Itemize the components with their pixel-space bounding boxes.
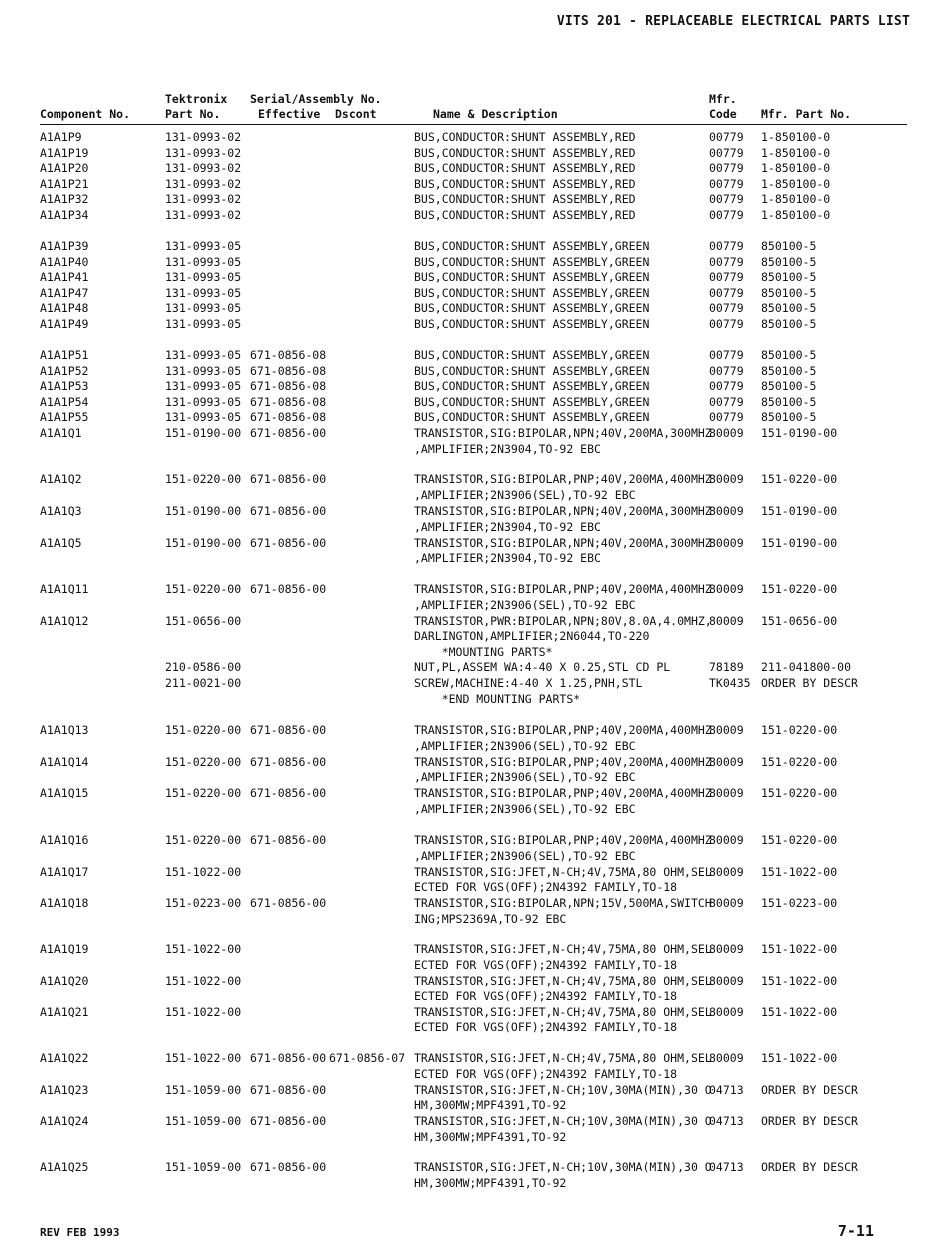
page-header-title: VITS 201 - REPLACEABLE ELECTRICAL PARTS LIST	[556, 14, 910, 29]
serial-effective: 671-0856-00	[250, 504, 327, 518]
col-component: Component No.	[40, 107, 131, 121]
component-no: A1A1P52	[40, 363, 89, 378]
serial-effective: 671-0856-00	[250, 535, 327, 550]
mfr-part-no: 1-850100-0	[761, 161, 831, 176]
component-no: A1A1Q25	[40, 1160, 89, 1174]
mfr-code: 00779	[709, 208, 744, 222]
tektronix-part-no: 151-1022-00	[165, 942, 242, 956]
component-no: A1A1Q14	[40, 754, 89, 769]
mfr-part-no: 850100-5	[761, 363, 817, 378]
name-description: TRANSISTOR,SIG:BIPOLAR,PNP;40V,200MA,400MHZ ,AMPLIFIER;2N3906(SEL),TO-92 EBC	[414, 723, 712, 753]
tektronix-part-no: 131-0993-05	[165, 348, 242, 362]
component-no: A1A1P32	[40, 192, 89, 207]
tektronix-part-no: 131-0993-02	[165, 161, 242, 176]
name-description: BUS,CONDUCTOR:SHUNT ASSEMBLY,GREEN	[414, 301, 650, 316]
mfr-part-no: 1-850100-0	[761, 145, 831, 160]
serial-effective: 671-0856-08	[250, 410, 327, 425]
name-description: TRANSISTOR,SIG:JFET,N-CH;4V,75MA,80 OHM,SEL ECTED FOR VGS(OFF);2N4392 FAMILY,TO-18	[414, 973, 712, 1004]
mfr-part-no: 151-0656-00	[761, 613, 838, 628]
tektronix-part-no: 131-0993-05	[165, 254, 242, 269]
tektronix-part-no: 151-0190-00	[165, 426, 242, 440]
name-description: TRANSISTOR,SIG:JFET,N-CH;4V,75MA,80 OHM,SEL ECTED FOR VGS(OFF);2N4392 FAMILY,TO-18	[414, 864, 712, 895]
mfr-part-no: 850100-5	[761, 270, 817, 285]
mfr-code: 00779	[709, 192, 744, 207]
component-no: A1A1Q21	[40, 1004, 89, 1019]
mfr-code: 80009	[709, 613, 744, 628]
component-no: A1A1Q13	[40, 723, 89, 737]
name-description: TRANSISTOR,SIG:BIPOLAR,NPN;15V,500MA,SWITCH ING;MPS2369A,TO-92 EBC	[414, 896, 712, 926]
mfr-code: 00779	[709, 176, 744, 191]
name-description: TRANSISTOR,SIG:JFET,N-CH;10V,30MA(MIN),30 O HM,300MW;MPF4391,TO-92	[414, 1114, 712, 1144]
serial-effective: 671-0856-00	[250, 1082, 327, 1097]
mfr-code: 04713	[709, 1114, 744, 1128]
component-no: A1A1Q16	[40, 833, 89, 847]
column-headers	[0, 92, 950, 124]
name-description: BUS,CONDUCTOR:SHUNT ASSEMBLY,GREEN	[414, 317, 650, 331]
mfr-part-no: ORDER BY DESCR	[761, 1082, 858, 1097]
name-description: BUS,CONDUCTOR:SHUNT ASSEMBLY,GREEN	[414, 410, 650, 425]
tektronix-part-no: 151-0220-00	[165, 723, 242, 737]
mfr-code: 00779	[709, 285, 744, 300]
name-description: TRANSISTOR,SIG:BIPOLAR,NPN;40V,200MA,300MHZ ,AMPLIFIER;2N3904,TO-92 EBC	[414, 426, 712, 456]
name-description: BUS,CONDUCTOR:SHUNT ASSEMBLY,GREEN	[414, 394, 650, 409]
mfr-code: 80009	[709, 754, 744, 769]
mfr-part-no: ORDER BY DESCR	[761, 676, 858, 690]
mfr-code: 80009	[709, 472, 744, 486]
component-no: A1A1Q5	[40, 535, 82, 550]
tektronix-part-no: 131-0993-05	[165, 285, 242, 300]
name-description: BUS,CONDUCTOR:SHUNT ASSEMBLY,GREEN	[414, 379, 650, 394]
name-description: TRANSISTOR,SIG:JFET,N-CH;10V,30MA(MIN),30 O HM,300MW;MPF4391,TO-92	[414, 1082, 712, 1113]
tektronix-part-no: 151-0656-00	[165, 613, 242, 628]
mfr-code: 80009	[709, 896, 744, 910]
tektronix-part-no: 131-0993-02	[165, 130, 242, 144]
tektronix-part-no: 210-0586-00	[165, 660, 242, 674]
tektronix-part-no: 151-1022-00	[165, 1004, 242, 1019]
mfr-part-no: ORDER BY DESCR	[761, 1114, 858, 1128]
name-description: TRANSISTOR,SIG:BIPOLAR,PNP;40V,200MA,400MHZ ,AMPLIFIER;2N3906(SEL),TO-92 EBC	[414, 472, 712, 502]
tektronix-part-no: 131-0993-02	[165, 145, 242, 160]
name-description: BUS,CONDUCTOR:SHUNT ASSEMBLY,GREEN	[414, 270, 650, 285]
serial-effective: 671-0856-00	[250, 723, 327, 737]
serial-effective: 671-0856-00	[250, 426, 327, 440]
mfr-code: 00779	[709, 363, 744, 378]
header-rule	[40, 124, 907, 125]
mfr-code: 78189	[709, 660, 744, 674]
col-serial-effective: Effective	[258, 107, 321, 121]
component-no: A1A1Q3	[40, 504, 82, 518]
col-name-description: Name & Description	[433, 107, 558, 121]
mfr-code: TK0435	[709, 676, 751, 690]
tektronix-part-no: 131-0993-05	[165, 239, 242, 253]
tektronix-part-no: 151-1059-00	[165, 1082, 242, 1097]
tektronix-part-no: 131-0993-02	[165, 176, 242, 191]
name-description: TRANSISTOR,SIG:JFET,N-CH;4V,75MA,80 OHM,SEL ECTED FOR VGS(OFF);2N4392 FAMILY,TO-18	[414, 942, 712, 972]
tektronix-part-no: 151-0190-00	[165, 535, 242, 550]
mfr-part-no: 850100-5	[761, 410, 817, 425]
tektronix-part-no: 151-0220-00	[165, 833, 242, 847]
name-description: TRANSISTOR,SIG:BIPOLAR,PNP;40V,200MA,400MHZ ,AMPLIFIER;2N3906(SEL),TO-92 EBC	[414, 833, 712, 863]
name-description: BUS,CONDUCTOR:SHUNT ASSEMBLY,RED	[414, 176, 636, 191]
col-tek-line2: Part No.	[165, 107, 221, 121]
name-description: BUS,CONDUCTOR:SHUNT ASSEMBLY,RED	[414, 208, 636, 222]
tektronix-part-no: 151-1022-00	[165, 973, 242, 988]
mfr-code: 80009	[709, 504, 744, 518]
component-no: A1A1Q15	[40, 786, 89, 800]
component-no: A1A1Q1	[40, 426, 82, 440]
name-description: BUS,CONDUCTOR:SHUNT ASSEMBLY,RED	[414, 192, 636, 207]
mfr-code: 00779	[709, 270, 744, 285]
component-no: A1A1P55	[40, 410, 89, 425]
name-description: TRANSISTOR,SIG:BIPOLAR,PNP;40V,200MA,400MHZ ,AMPLIFIER;2N3906(SEL),TO-92 EBC	[414, 754, 712, 785]
component-no: A1A1Q11	[40, 582, 89, 596]
col-serial-line1: Serial/Assembly No.	[250, 92, 382, 106]
serial-effective: 671-0856-00	[250, 833, 327, 847]
col-mfr-part: Mfr. Part No.	[761, 107, 852, 121]
mfr-part-no: 850100-5	[761, 239, 817, 253]
name-description: NUT,PL,ASSEM WA:4-40 X 0.25,STL CD PL	[414, 660, 671, 674]
mfr-code: 00779	[709, 317, 744, 331]
name-description: TRANSISTOR,SIG:JFET,N-CH;10V,30MA(MIN),30 O HM,300MW;MPF4391,TO-92	[414, 1160, 712, 1190]
mfr-code: 04713	[709, 1160, 744, 1174]
mfr-part-no: 1-850100-0	[761, 130, 831, 144]
tektronix-part-no: 151-0223-00	[165, 896, 242, 910]
component-no: A1A1P34	[40, 208, 89, 222]
mfr-part-no: 850100-5	[761, 394, 817, 409]
serial-effective: 671-0856-00	[250, 472, 327, 486]
mfr-part-no: 850100-5	[761, 254, 817, 269]
mfr-code: 00779	[709, 130, 744, 144]
component-no: A1A1Q22	[40, 1051, 89, 1065]
revision-date: REV FEB 1993	[40, 1226, 120, 1239]
name-description: BUS,CONDUCTOR:SHUNT ASSEMBLY,RED	[414, 161, 636, 176]
mfr-code: 80009	[709, 1004, 744, 1019]
mfr-code: 00779	[709, 254, 744, 269]
name-description: BUS,CONDUCTOR:SHUNT ASSEMBLY,GREEN	[414, 285, 650, 300]
mfr-part-no: ORDER BY DESCR	[761, 1160, 858, 1174]
name-description: BUS,CONDUCTOR:SHUNT ASSEMBLY,RED	[414, 130, 636, 144]
tektronix-part-no: 131-0993-05	[165, 363, 242, 378]
mfr-part-no: 151-0190-00	[761, 504, 838, 518]
component-no: A1A1Q19	[40, 942, 89, 956]
mfr-part-no: 151-0220-00	[761, 723, 838, 737]
component-no: A1A1Q24	[40, 1114, 89, 1128]
component-no: A1A1P41	[40, 270, 89, 285]
mfr-code: 04713	[709, 1082, 744, 1097]
mfr-part-no: 1-850100-0	[761, 176, 831, 191]
tektronix-part-no: 151-0220-00	[165, 754, 242, 769]
mfr-code: 80009	[709, 973, 744, 988]
page-number: 7-11	[837, 1222, 874, 1240]
mfr-part-no: 151-1022-00	[761, 1051, 838, 1065]
component-no: A1A1Q17	[40, 864, 89, 879]
mfr-code: 80009	[709, 786, 744, 800]
serial-effective: 671-0856-08	[250, 379, 327, 394]
tektronix-part-no: 131-0993-05	[165, 379, 242, 394]
name-description: BUS,CONDUCTOR:SHUNT ASSEMBLY,GREEN	[414, 348, 650, 362]
mfr-code: 00779	[709, 145, 744, 160]
name-description: TRANSISTOR,SIG:JFET,N-CH;4V,75MA,80 OHM,SEL ECTED FOR VGS(OFF);2N4392 FAMILY,TO-18	[414, 1051, 712, 1081]
mfr-part-no: 151-0223-00	[761, 896, 838, 910]
name-description: TRANSISTOR,SIG:BIPOLAR,PNP;40V,200MA,400MHZ ,AMPLIFIER;2N3906(SEL),TO-92 EBC	[414, 582, 712, 612]
tektronix-part-no: 131-0993-05	[165, 394, 242, 409]
name-description: BUS,CONDUCTOR:SHUNT ASSEMBLY,GREEN	[414, 254, 650, 269]
mfr-code: 00779	[709, 301, 744, 316]
component-no: A1A1P19	[40, 145, 89, 160]
mfr-part-no: 151-1022-00	[761, 864, 838, 879]
mfr-code: 80009	[709, 864, 744, 879]
mfr-code: 80009	[709, 942, 744, 956]
component-no: A1A1P51	[40, 348, 89, 362]
name-description: BUS,CONDUCTOR:SHUNT ASSEMBLY,GREEN	[414, 363, 650, 378]
mfr-code: 80009	[709, 426, 744, 440]
serial-effective: 671-0856-00	[250, 754, 327, 769]
component-no: A1A1P9	[40, 130, 82, 144]
component-no: A1A1Q18	[40, 896, 89, 910]
mfr-code: 80009	[709, 723, 744, 737]
serial-effective: 671-0856-00	[250, 1160, 327, 1174]
tektronix-part-no: 131-0993-02	[165, 208, 242, 222]
component-no: A1A1P53	[40, 379, 89, 394]
serial-effective: 671-0856-08	[250, 394, 327, 409]
serial-effective: 671-0856-00	[250, 1051, 327, 1065]
tektronix-part-no: 151-0220-00	[165, 582, 242, 596]
component-no: A1A1P47	[40, 285, 89, 300]
tektronix-part-no: 151-1022-00	[165, 864, 242, 879]
component-no: A1A1P40	[40, 254, 89, 269]
tektronix-part-no: 151-1022-00	[165, 1051, 242, 1065]
component-no: A1A1Q2	[40, 472, 82, 486]
mfr-part-no: 151-0220-00	[761, 754, 838, 769]
mfr-part-no: 151-0190-00	[761, 426, 838, 440]
mfr-code: 80009	[709, 833, 744, 847]
serial-effective: 671-0856-00	[250, 786, 327, 800]
tektronix-part-no: 151-1059-00	[165, 1114, 242, 1128]
mfr-code: 80009	[709, 582, 744, 596]
name-description: BUS,CONDUCTOR:SHUNT ASSEMBLY,RED	[414, 145, 636, 160]
name-description: TRANSISTOR,PWR:BIPOLAR,NPN;80V,8.0A,4.0MHZ, DARLINGTON,AMPLIFIER;2N6044,TO-220 *MOUNTING PARTS*	[414, 613, 712, 659]
component-no: A1A1Q20	[40, 973, 89, 988]
mfr-code: 00779	[709, 394, 744, 409]
col-mfr-code-line2: Code	[709, 107, 737, 121]
serial-effective: 671-0856-08	[250, 348, 327, 362]
component-no: A1A1P39	[40, 239, 89, 253]
component-no: A1A1P21	[40, 176, 89, 191]
serial-effective: 671-0856-00	[250, 582, 327, 596]
component-no: A1A1P48	[40, 301, 89, 316]
mfr-part-no: 151-0220-00	[761, 472, 838, 486]
component-no: A1A1P54	[40, 394, 89, 409]
name-description: TRANSISTOR,SIG:BIPOLAR,NPN;40V,200MA,300MHZ ,AMPLIFIER;2N3904,TO-92 EBC	[414, 535, 712, 566]
name-description: SCREW,MACHINE:4-40 X 1.25,PNH,STL *END MOUNTING PARTS*	[414, 676, 643, 706]
component-no: A1A1Q12	[40, 613, 89, 628]
tektronix-part-no: 151-1059-00	[165, 1160, 242, 1174]
tektronix-part-no: 131-0993-05	[165, 270, 242, 285]
component-no: A1A1Q23	[40, 1082, 89, 1097]
tektronix-part-no: 131-0993-05	[165, 317, 242, 331]
mfr-code: 00779	[709, 161, 744, 176]
mfr-part-no: 211-041800-00	[761, 660, 852, 674]
col-tek-line1: Tektronix	[165, 92, 228, 106]
serial-effective: 671-0856-08	[250, 363, 327, 378]
mfr-code: 00779	[709, 348, 744, 362]
mfr-part-no: 850100-5	[761, 301, 817, 316]
col-mfr-code-line1: Mfr.	[709, 92, 737, 106]
tektronix-part-no: 131-0993-05	[165, 301, 242, 316]
mfr-part-no: 850100-5	[761, 317, 817, 331]
mfr-part-no: 850100-5	[761, 379, 817, 394]
tektronix-part-no: 151-0190-00	[165, 504, 242, 518]
tektronix-part-no: 211-0021-00	[165, 676, 242, 690]
component-no: A1A1P49	[40, 317, 89, 331]
mfr-part-no: 151-0220-00	[761, 786, 838, 800]
serial-effective: 671-0856-00	[250, 896, 327, 910]
name-description: TRANSISTOR,SIG:JFET,N-CH;4V,75MA,80 OHM,SEL ECTED FOR VGS(OFF);2N4392 FAMILY,TO-18	[414, 1004, 712, 1035]
mfr-part-no: 151-1022-00	[761, 1004, 838, 1019]
tektronix-part-no: 151-0220-00	[165, 786, 242, 800]
name-description: TRANSISTOR,SIG:BIPOLAR,PNP;40V,200MA,400MHZ ,AMPLIFIER;2N3906(SEL),TO-92 EBC	[414, 786, 712, 816]
component-no: A1A1P20	[40, 161, 89, 176]
mfr-code: 00779	[709, 379, 744, 394]
mfr-part-no: 850100-5	[761, 348, 817, 362]
mfr-code: 00779	[709, 410, 744, 425]
mfr-part-no: 151-1022-00	[761, 973, 838, 988]
mfr-code: 00779	[709, 239, 744, 253]
tektronix-part-no: 151-0220-00	[165, 472, 242, 486]
tektronix-part-no: 131-0993-02	[165, 192, 242, 207]
mfr-part-no: 151-0190-00	[761, 535, 838, 550]
mfr-part-no: 1-850100-0	[761, 208, 831, 222]
tektronix-part-no: 131-0993-05	[165, 410, 242, 425]
name-description: TRANSISTOR,SIG:BIPOLAR,NPN;40V,200MA,300MHZ ,AMPLIFIER;2N3904,TO-92 EBC	[414, 504, 712, 534]
mfr-part-no: 151-0220-00	[761, 582, 838, 596]
serial-effective: 671-0856-00	[250, 1114, 327, 1128]
mfr-code: 80009	[709, 535, 744, 550]
mfr-part-no: 151-1022-00	[761, 942, 838, 956]
mfr-code: 80009	[709, 1051, 744, 1065]
mfr-part-no: 850100-5	[761, 285, 817, 300]
mfr-part-no: 1-850100-0	[761, 192, 831, 207]
mfr-part-no: 151-0220-00	[761, 833, 838, 847]
name-description: BUS,CONDUCTOR:SHUNT ASSEMBLY,GREEN	[414, 239, 650, 253]
col-serial-dscont: Dscont	[335, 107, 377, 121]
serial-dscont: 671-0856-07	[329, 1051, 406, 1065]
